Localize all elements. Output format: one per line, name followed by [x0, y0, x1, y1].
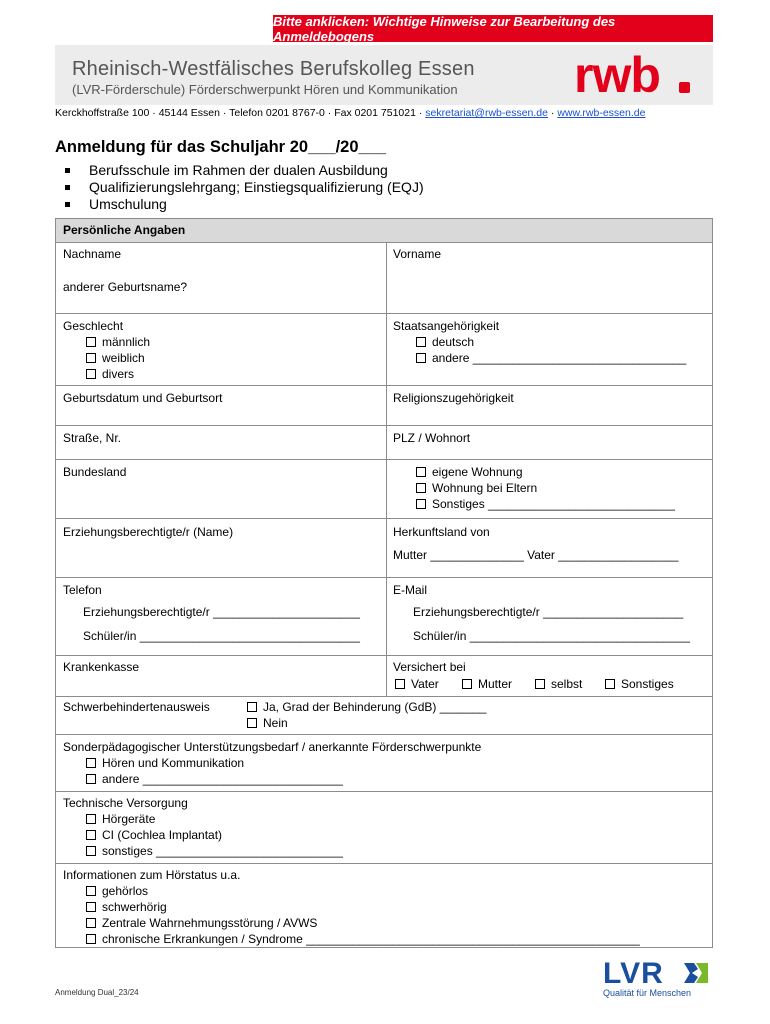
- checkbox-label: weiblich: [102, 351, 145, 365]
- address-sep: ·: [548, 107, 558, 119]
- checkbox-label: gehörlos: [102, 884, 149, 898]
- nachname-label[interactable]: Nachname: [63, 247, 122, 261]
- checkbox-label: Ja, Grad der Behinderung (GdB) _______: [263, 700, 487, 714]
- checkbox-sonstiges-wohnung[interactable]: [416, 497, 675, 511]
- checkbox-icon[interactable]: [86, 830, 96, 840]
- geschlecht-label: Geschlecht: [63, 319, 124, 333]
- website-link[interactable]: www.rwb-essen.de: [557, 107, 646, 119]
- section-header-label: Persönliche Angaben: [63, 223, 186, 237]
- lvr-logo: LVR: [603, 957, 664, 990]
- checkbox-label: sonstiges ____________________________: [102, 844, 343, 858]
- checkbox-ja-gdb[interactable]: [247, 700, 486, 714]
- row-divider: [55, 518, 713, 519]
- checkbox-icon[interactable]: [86, 846, 96, 856]
- checkbox-label: Mutter: [478, 677, 513, 691]
- checkbox-icon[interactable]: [605, 679, 615, 689]
- krankenkasse-label[interactable]: Krankenkasse: [63, 660, 140, 674]
- telefon-schueler-field[interactable]: Schüler/in _________________________________: [83, 629, 360, 643]
- rwb-logo-dot-icon: [679, 82, 690, 93]
- row-divider: [55, 313, 713, 314]
- checkbox-selbst[interactable]: [535, 677, 582, 691]
- row-divider: [55, 385, 713, 386]
- address-line: [55, 107, 645, 119]
- checkbox-label: andere ______________________________: [102, 772, 343, 786]
- school-name: Rheinisch-Westfälisches Berufskolleg Essen: [72, 58, 475, 80]
- telefon-label: Telefon: [63, 583, 102, 597]
- checkbox-label: chronische Erkrankungen / Syndrome __________________________________________________: [102, 932, 640, 946]
- telefon-erz-field[interactable]: Erziehungsberechtigte/r ______________________: [83, 605, 360, 619]
- checkbox-andere-foerder[interactable]: [86, 772, 343, 786]
- checkbox-sonstiges-versichert[interactable]: [605, 677, 674, 691]
- hinweise-link-button[interactable]: Bitte anklicken: Wichtige Hinweise zur Bearbeitung des Anmeldebogens: [273, 15, 713, 42]
- bullet-label: Umschulung: [89, 196, 167, 212]
- checkbox-icon[interactable]: [86, 758, 96, 768]
- checkbox-label: selbst: [551, 677, 583, 691]
- technik-label: Technische Versorgung: [63, 796, 188, 810]
- checkbox-label: Hörgeräte: [102, 812, 156, 826]
- mutter-vater-field[interactable]: Mutter ______________ Vater __________________: [393, 548, 679, 562]
- checkbox-wohnung-eltern[interactable]: [416, 481, 537, 495]
- checkbox-vater[interactable]: [395, 677, 439, 691]
- checkbox-nein[interactable]: [247, 716, 288, 730]
- checkbox-icon[interactable]: [86, 902, 96, 912]
- checkbox-label: eigene Wohnung: [432, 465, 523, 479]
- checkbox-icon[interactable]: [86, 353, 96, 363]
- herkunft-label: Herkunftsland von: [393, 525, 490, 539]
- checkbox-icon[interactable]: [86, 337, 96, 347]
- checkbox-gehoerlos[interactable]: [86, 884, 148, 898]
- erziehungsberechtigte-label[interactable]: Erziehungsberechtigte/r (Name): [63, 525, 234, 539]
- checkbox-icon[interactable]: [416, 337, 426, 347]
- versichert-label: Versichert bei: [393, 660, 466, 674]
- checkbox-icon[interactable]: [416, 483, 426, 493]
- checkbox-chronisch[interactable]: [86, 932, 640, 946]
- checkbox-icon[interactable]: [395, 679, 405, 689]
- religion-label[interactable]: Religionszugehörigkeit: [393, 391, 514, 405]
- checkbox-label: Wohnung bei Eltern: [432, 481, 538, 495]
- geburtsname-label[interactable]: anderer Geburtsname?: [63, 280, 188, 294]
- list-item: [62, 162, 424, 179]
- bundesland-label[interactable]: Bundesland: [63, 465, 127, 479]
- checkbox-icon[interactable]: [416, 467, 426, 477]
- checkbox-icon[interactable]: [86, 934, 96, 944]
- vorname-label[interactable]: Vorname: [393, 247, 442, 261]
- checkbox-icon[interactable]: [247, 718, 257, 728]
- checkbox-icon[interactable]: [535, 679, 545, 689]
- school-subtitle: (LVR-Förderschule) Förderschwerpunkt Hören und Kommunikation: [72, 82, 458, 97]
- row-divider: [55, 791, 713, 792]
- checkbox-maennlich[interactable]: [86, 335, 150, 349]
- footer-version: Anmeldung Dual_23/24: [55, 988, 139, 997]
- list-item: [62, 179, 424, 196]
- row-divider: [55, 242, 713, 243]
- row-divider: [55, 459, 713, 460]
- checkbox-label: Hören und Kommunikation: [102, 756, 245, 770]
- row-divider: [55, 577, 713, 578]
- checkbox-divers[interactable]: [86, 367, 134, 381]
- checkbox-avws[interactable]: [86, 916, 317, 930]
- checkbox-icon[interactable]: [86, 774, 96, 784]
- schwerbehindert-label: Schwerbehindertenausweis: [63, 700, 210, 714]
- checkbox-andere-staat[interactable]: [416, 351, 686, 365]
- checkbox-icon[interactable]: [247, 702, 257, 712]
- checkbox-eigene-wohnung[interactable]: [416, 465, 523, 479]
- sonderpaed-label: Sonderpädagogischer Unterstützungsbedarf / anerkannte Förderschwerpunkte: [63, 740, 482, 754]
- rwb-logo: rwb: [574, 47, 660, 103]
- checkbox-label: divers: [102, 367, 135, 381]
- row-divider: [55, 734, 713, 735]
- form-title: Anmeldung für das Schuljahr 20___/20___: [55, 138, 387, 156]
- checkbox-icon[interactable]: [462, 679, 472, 689]
- email-schueler-field[interactable]: Schüler/in _________________________________: [413, 629, 690, 643]
- checkbox-label: männlich: [102, 335, 151, 349]
- checkbox-icon[interactable]: [86, 369, 96, 379]
- checkbox-label: Vater: [411, 677, 439, 691]
- geburtsdatum-label[interactable]: Geburtsdatum und Geburtsort: [63, 391, 223, 405]
- checkbox-hoeren[interactable]: [86, 756, 244, 770]
- email-erz-field[interactable]: Erziehungsberechtigte/r _____________________: [413, 605, 684, 619]
- checkbox-mutter[interactable]: [462, 677, 512, 691]
- checkbox-label: Nein: [263, 716, 288, 730]
- email-link[interactable]: sekretariat@rwb-essen.de: [425, 107, 548, 119]
- checkbox-label: Zentrale Wahrnehmungsstörung / AVWS: [102, 916, 318, 930]
- plz-label[interactable]: PLZ / Wohnort: [393, 431, 471, 445]
- checkbox-label: Sonstiges ____________________________: [432, 497, 675, 511]
- school-type-list: [62, 162, 424, 213]
- checkbox-label: schwerhörig: [102, 900, 167, 914]
- row-divider: [55, 425, 713, 426]
- lvr-mark-icon: [680, 959, 710, 987]
- checkbox-label: CI (Cochlea Implantat): [102, 828, 223, 842]
- row-divider: [55, 863, 713, 864]
- hoerstatus-label: Informationen zum Hörstatus u.a.: [63, 868, 241, 882]
- bullet-icon: [65, 202, 70, 207]
- checkbox-schwerhoerig[interactable]: [86, 900, 167, 914]
- bullet-icon: [65, 168, 70, 173]
- checkbox-icon[interactable]: [86, 886, 96, 896]
- checkbox-weiblich[interactable]: [86, 351, 145, 365]
- bullet-label: Qualifizierungslehrgang; Einstiegsqualifizierung (EQJ): [89, 179, 424, 195]
- strasse-label[interactable]: Straße, Nr.: [63, 431, 122, 445]
- row-divider: [55, 655, 713, 656]
- lvr-tagline: Qualität für Menschen: [603, 988, 692, 998]
- checkbox-label: Sonstiges: [621, 677, 674, 691]
- address-text: Kerckhoffstraße 100 · 45144 Essen · Telefon 0201 8767-0 · Fax 0201 751021 ·: [55, 107, 426, 119]
- checkbox-ci[interactable]: [86, 828, 222, 842]
- email-label: E-Mail: [393, 583, 428, 597]
- checkbox-icon[interactable]: [86, 918, 96, 928]
- list-item: [62, 196, 424, 213]
- checkbox-deutsch[interactable]: [416, 335, 474, 349]
- bullet-label: Berufsschule im Rahmen der dualen Ausbildung: [89, 162, 388, 178]
- bullet-icon: [65, 185, 70, 190]
- checkbox-icon[interactable]: [86, 814, 96, 824]
- checkbox-icon[interactable]: [416, 353, 426, 363]
- checkbox-label: deutsch: [432, 335, 475, 349]
- column-divider: [386, 242, 387, 696]
- staat-label: Staatsangehörigkeit: [393, 319, 500, 333]
- checkbox-icon[interactable]: [416, 499, 426, 509]
- checkbox-hoergeraete[interactable]: [86, 812, 155, 826]
- checkbox-sonstiges-technik[interactable]: [86, 844, 343, 858]
- row-divider: [55, 696, 713, 697]
- checkbox-label: andere ________________________________: [432, 351, 687, 365]
